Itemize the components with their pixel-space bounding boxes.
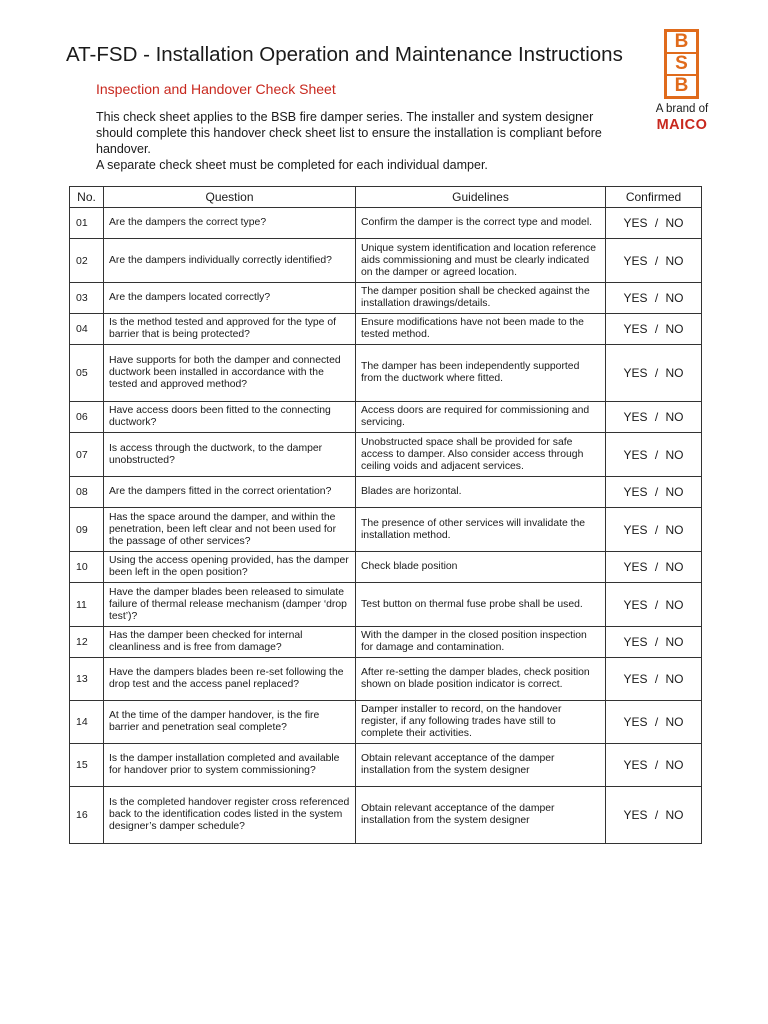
header-confirmed: Confirmed xyxy=(606,187,702,208)
table-row xyxy=(70,402,702,433)
table-row xyxy=(70,208,702,239)
row-confirmed: YES / NO xyxy=(606,658,702,701)
check-sheet-table xyxy=(69,186,702,844)
table-row xyxy=(70,787,702,844)
section-subtitle: Inspection and Handover Check Sheet xyxy=(96,81,336,97)
row-confirmed: YES / NO xyxy=(606,402,702,433)
row-number: 04 xyxy=(70,314,104,345)
row-guideline: Ensure modifications have not been made to the tested method. xyxy=(356,314,606,345)
row-question: Are the dampers the correct type? xyxy=(104,208,356,239)
table-row xyxy=(70,239,702,283)
row-number: 02 xyxy=(70,239,104,283)
table-row xyxy=(70,433,702,477)
row-number: 06 xyxy=(70,402,104,433)
row-guideline: Confirm the damper is the correct type and model. xyxy=(356,208,606,239)
row-confirmed: YES / NO xyxy=(606,744,702,787)
row-number: 15 xyxy=(70,744,104,787)
row-number: 03 xyxy=(70,283,104,314)
row-number: 01 xyxy=(70,208,104,239)
row-confirmed: YES / NO xyxy=(606,314,702,345)
row-confirmed: YES / NO xyxy=(606,433,702,477)
intro-paragraph: This check sheet applies to the BSB fire damper series. The installer and system designer should complete this handover check sheet list to ensure the installation is compliant before handover. xyxy=(96,110,602,156)
table-row xyxy=(70,508,702,552)
maico-logo: MAICO xyxy=(656,117,708,133)
row-question: Has the damper been checked for internal cleanliness and is free from damage? xyxy=(104,627,356,658)
row-question: Is access through the ductwork, to the damper unobstructed? xyxy=(104,433,356,477)
row-guideline: The damper position shall be checked against the installation drawings/details. xyxy=(356,283,606,314)
row-question: At the time of the damper handover, is the fire barrier and penetration seal complete? xyxy=(104,701,356,744)
row-question: Have the dampers blades been re-set following the drop test and the access panel replaced? xyxy=(104,658,356,701)
row-number: 08 xyxy=(70,477,104,508)
row-guideline: Test button on thermal fuse probe shall be used. xyxy=(356,583,606,627)
row-confirmed: YES / NO xyxy=(606,627,702,658)
row-number: 10 xyxy=(70,552,104,583)
intro-text xyxy=(96,109,626,173)
row-question: Has the space around the damper, and within the penetration, been left clear and not been used for the passage of other services? xyxy=(104,508,356,552)
table-row xyxy=(70,345,702,402)
row-question: Using the access opening provided, has the damper been left in the open position? xyxy=(104,552,356,583)
row-number: 11 xyxy=(70,583,104,627)
row-number: 14 xyxy=(70,701,104,744)
row-confirmed: YES / NO xyxy=(606,583,702,627)
table-body xyxy=(70,208,702,844)
logo-letter: B xyxy=(667,76,696,96)
row-confirmed: YES / NO xyxy=(606,701,702,744)
row-guideline: Obtain relevant acceptance of the damper installation from the system designer xyxy=(356,744,606,787)
row-number: 07 xyxy=(70,433,104,477)
row-question: Have the damper blades been released to simulate failure of thermal release mechanism (damper ‘drop test’)? xyxy=(104,583,356,627)
row-number: 05 xyxy=(70,345,104,402)
brand-of-label: A brand of xyxy=(655,103,709,115)
row-number: 16 xyxy=(70,787,104,844)
row-guideline: The presence of other services will invalidate the installation method. xyxy=(356,508,606,552)
row-number: 13 xyxy=(70,658,104,701)
table-row xyxy=(70,627,702,658)
row-guideline: Damper installer to record, on the handover register, if any following trades have still to complete their activities. xyxy=(356,701,606,744)
row-question: Are the dampers fitted in the correct orientation? xyxy=(104,477,356,508)
table-row xyxy=(70,314,702,345)
row-question: Have access doors been fitted to the connecting ductwork? xyxy=(104,402,356,433)
page-title: AT-FSD - Installation Operation and Maintenance Instructions xyxy=(66,43,623,66)
logo-letter: B xyxy=(667,32,696,52)
row-number: 09 xyxy=(70,508,104,552)
table-row xyxy=(70,283,702,314)
row-confirmed: YES / NO xyxy=(606,239,702,283)
row-confirmed: YES / NO xyxy=(606,345,702,402)
row-guideline: Blades are horizontal. xyxy=(356,477,606,508)
row-question: Are the dampers located correctly? xyxy=(104,283,356,314)
row-guideline: Check blade position xyxy=(356,552,606,583)
row-guideline: The damper has been independently supported from the ductwork where fitted. xyxy=(356,345,606,402)
header-question: Question xyxy=(104,187,356,208)
bsb-logo xyxy=(664,29,699,99)
row-confirmed: YES / NO xyxy=(606,552,702,583)
table-row xyxy=(70,477,702,508)
row-confirmed: YES / NO xyxy=(606,208,702,239)
row-confirmed: YES / NO xyxy=(606,283,702,314)
row-guideline: With the damper in the closed position inspection for damage and contamination. xyxy=(356,627,606,658)
table-row xyxy=(70,658,702,701)
table-row xyxy=(70,583,702,627)
table-row xyxy=(70,701,702,744)
row-confirmed: YES / NO xyxy=(606,477,702,508)
header-no: No. xyxy=(70,187,104,208)
row-confirmed: YES / NO xyxy=(606,508,702,552)
row-confirmed: YES / NO xyxy=(606,787,702,844)
row-guideline: Obtain relevant acceptance of the damper installation from the system designer xyxy=(356,787,606,844)
table-header-row xyxy=(70,187,702,208)
row-guideline: After re-setting the damper blades, check position shown on blade position indicator is correct. xyxy=(356,658,606,701)
row-guideline: Unobstructed space shall be provided for safe access to damper. Also consider access through ceiling voids and adjacent services. xyxy=(356,433,606,477)
row-guideline: Access doors are required for commissioning and servicing. xyxy=(356,402,606,433)
logo-letter: S xyxy=(667,54,696,74)
row-number: 12 xyxy=(70,627,104,658)
row-question: Are the dampers individually correctly identified? xyxy=(104,239,356,283)
row-question: Have supports for both the damper and connected ductwork been installed in accordance with the tested and approved method? xyxy=(104,345,356,402)
row-question: Is the completed handover register cross referenced back to the identification codes listed in the system designer’s damper schedule? xyxy=(104,787,356,844)
intro-paragraph: A separate check sheet must be completed for each individual damper. xyxy=(96,158,488,172)
header-guidelines: Guidelines xyxy=(356,187,606,208)
row-question: Is the method tested and approved for the type of barrier that is being protected? xyxy=(104,314,356,345)
table-row xyxy=(70,552,702,583)
row-guideline: Unique system identification and location reference aids commissioning and must be clearly indicated on the damper or agreed location. xyxy=(356,239,606,283)
table-row xyxy=(70,744,702,787)
row-question: Is the damper installation completed and available for handover prior to system commissioning? xyxy=(104,744,356,787)
